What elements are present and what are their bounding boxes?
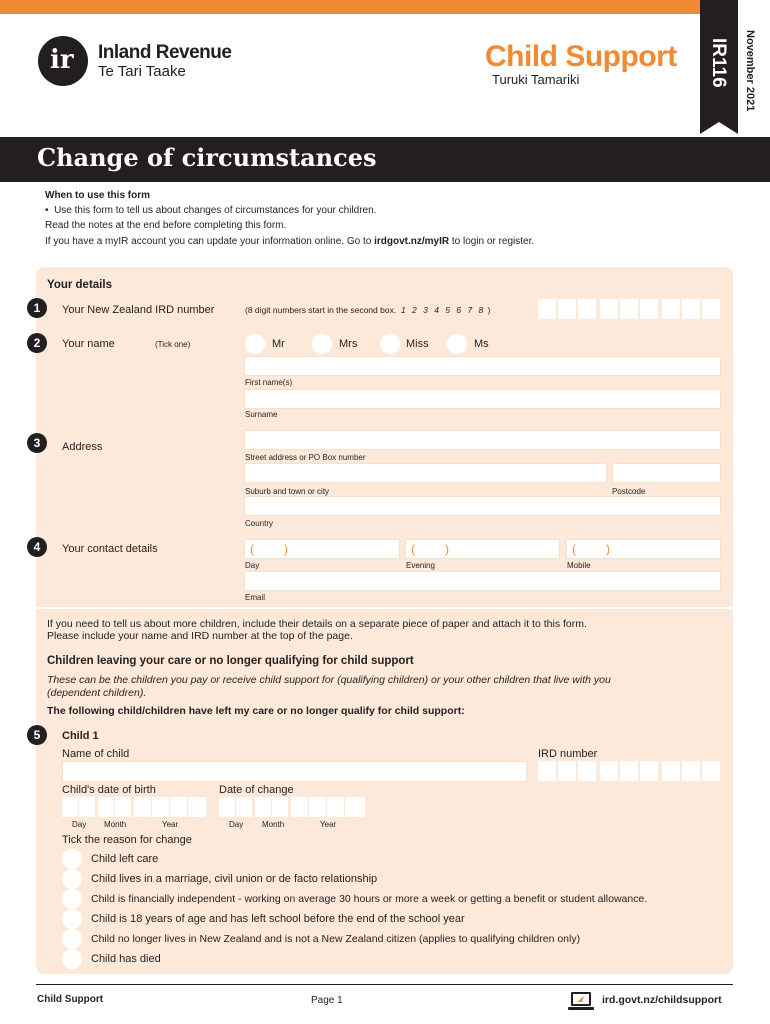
dob-day-caption: Day xyxy=(72,820,87,829)
question-number-5: 5 xyxy=(27,725,47,745)
form-code-tab xyxy=(700,0,738,122)
ird-number-label: Your New Zealand IRD number xyxy=(62,304,215,316)
surname-caption: Surname xyxy=(245,410,278,419)
change-month-caption: Month xyxy=(262,820,285,829)
country-input[interactable] xyxy=(244,496,721,516)
reason-text-left-nz: Child no longer lives in New Zealand and is not a New Zealand citizen (applies to qualifying children only) xyxy=(91,933,581,945)
intro-line3: If you have a myIR account you can update your information online. Go to irdgovt.nz/myIR to login or register. xyxy=(45,236,535,247)
phone-evening-caption: Evening xyxy=(406,561,435,570)
child-ird-input[interactable] xyxy=(538,761,722,783)
title-label-miss: Miss xyxy=(406,338,429,350)
reason-radio-independent[interactable] xyxy=(62,889,82,909)
email-input[interactable] xyxy=(244,571,721,591)
form-date: November 2021 xyxy=(744,30,756,112)
laptop-icon xyxy=(568,990,594,1012)
postcode-input[interactable] xyxy=(612,463,721,483)
child-name-input[interactable] xyxy=(62,761,527,782)
date-of-change-input[interactable] xyxy=(219,797,367,817)
suburb-input[interactable] xyxy=(244,463,607,483)
myir-link[interactable]: irdgovt.nz/myIR xyxy=(374,236,450,247)
reason-radio-left-nz[interactable] xyxy=(62,929,82,949)
question-number-3: 3 xyxy=(27,433,47,453)
phone-mobile-caption: Mobile xyxy=(567,561,591,570)
top-accent-bar xyxy=(0,0,700,14)
your-details-heading: Your details xyxy=(47,279,112,291)
question-number-2: 2 xyxy=(27,333,47,353)
dob-month-caption: Month xyxy=(104,820,127,829)
form-code: IR116 xyxy=(708,38,729,88)
phone-day-caption: Day xyxy=(245,561,260,570)
your-name-label: Your name xyxy=(62,338,115,350)
address-label: Address xyxy=(62,441,103,453)
contact-details-label: Your contact details xyxy=(62,543,158,555)
footer-program: Child Support xyxy=(37,994,104,1005)
change-year-caption: Year xyxy=(320,820,337,829)
reason-text-left-school: Child is 18 years of age and has left school before the end of the school year xyxy=(91,913,465,925)
org-name-maori: Te Tari Taake xyxy=(98,63,186,80)
email-caption: Email xyxy=(245,593,266,602)
tick-one-hint: (Tick one) xyxy=(155,340,191,349)
ird-number-input[interactable] xyxy=(538,299,722,321)
reason-text-independent: Child is financially independent - working on average 30 hours or more a week or getting a benefit or student allowance. xyxy=(91,893,648,905)
reason-radio-left-school[interactable] xyxy=(62,909,82,929)
intro-bullet: • Use this form to tell us about changes of circumstances for your children. xyxy=(45,205,377,216)
first-names-input[interactable] xyxy=(244,356,721,376)
ird-number-hint: (8 digit numbers start in the second box. 1 2 3 4 5 6 7 8 ) xyxy=(245,305,491,315)
title-radio-mr[interactable] xyxy=(245,334,265,354)
org-name: Inland Revenue xyxy=(98,42,232,63)
phone-mobile-input[interactable]: ( ) xyxy=(566,539,721,559)
reason-radio-relationship[interactable] xyxy=(62,869,82,889)
phone-evening-input[interactable]: ( ) xyxy=(405,539,560,559)
reason-radio-died[interactable] xyxy=(62,949,82,969)
child-1-heading: Child 1 xyxy=(62,730,99,742)
child-dob-input[interactable] xyxy=(62,797,208,817)
leaving-desc-line1: These can be the children you pay or receive child support for (qualifying children) or your other children that live with you xyxy=(47,674,611,686)
page-title: Change of circumstances xyxy=(37,143,377,172)
program-title: Child Support xyxy=(485,40,677,73)
title-radio-ms[interactable] xyxy=(447,334,467,354)
leaving-heading: Children leaving your care or no longer qualifying for child support xyxy=(47,655,414,667)
more-children-line2: Please include your name and IRD number at the top of the page. xyxy=(47,630,353,642)
title-bar xyxy=(0,137,770,182)
phone-day-input[interactable]: ( ) xyxy=(244,539,400,559)
surname-input[interactable] xyxy=(244,389,721,409)
date-of-change-label: Date of change xyxy=(219,784,294,796)
leaving-statement: The following child/children have left my care or no longer qualify for child support: xyxy=(47,705,465,717)
footer-rule xyxy=(36,984,733,985)
inland-revenue-logo: ir xyxy=(38,36,88,86)
postcode-caption: Postcode xyxy=(612,487,646,496)
title-label-mr: Mr xyxy=(272,338,285,350)
change-day-caption: Day xyxy=(229,820,244,829)
reason-text-died: Child has died xyxy=(91,953,161,965)
footer-url[interactable]: ird.govt.nz/childsupport xyxy=(602,994,722,1006)
country-caption: Country xyxy=(245,519,274,528)
leaving-desc-line2: (dependent children). xyxy=(47,687,147,699)
question-number-4: 4 xyxy=(27,537,47,557)
first-names-caption: First name(s) xyxy=(245,378,293,387)
title-radio-mrs[interactable] xyxy=(312,334,332,354)
child-name-label: Name of child xyxy=(62,748,130,760)
program-title-maori: Turuki Tamariki xyxy=(492,72,580,87)
question-number-1: 1 xyxy=(27,298,47,318)
street-address-input[interactable] xyxy=(244,430,721,450)
reason-label: Tick the reason for change xyxy=(62,834,192,846)
footer-page-number: Page 1 xyxy=(311,995,343,1006)
child-ird-label: IRD number xyxy=(538,748,598,760)
title-label-mrs: Mrs xyxy=(339,338,358,350)
suburb-caption: Suburb and town or city xyxy=(245,487,330,496)
title-label-ms: Ms xyxy=(474,338,489,350)
reason-text-relationship: Child lives in a marriage, civil union or de facto relationship xyxy=(91,873,378,885)
panel-divider xyxy=(36,607,733,609)
title-radio-miss[interactable] xyxy=(380,334,400,354)
intro-line2: Read the notes at the end before completing this form. xyxy=(45,220,287,231)
reason-text-left-care: Child left care xyxy=(91,853,159,865)
dob-year-caption: Year xyxy=(162,820,179,829)
more-children-line1: If you need to tell us about more children, include their details on a separate piece of paper and attach it to this form. xyxy=(47,618,587,630)
intro-heading: When to use this form xyxy=(45,190,150,201)
reason-radio-left-care[interactable] xyxy=(62,849,82,869)
street-address-caption: Street address or PO Box number xyxy=(245,453,366,462)
child-dob-label: Child's date of birth xyxy=(62,784,156,796)
